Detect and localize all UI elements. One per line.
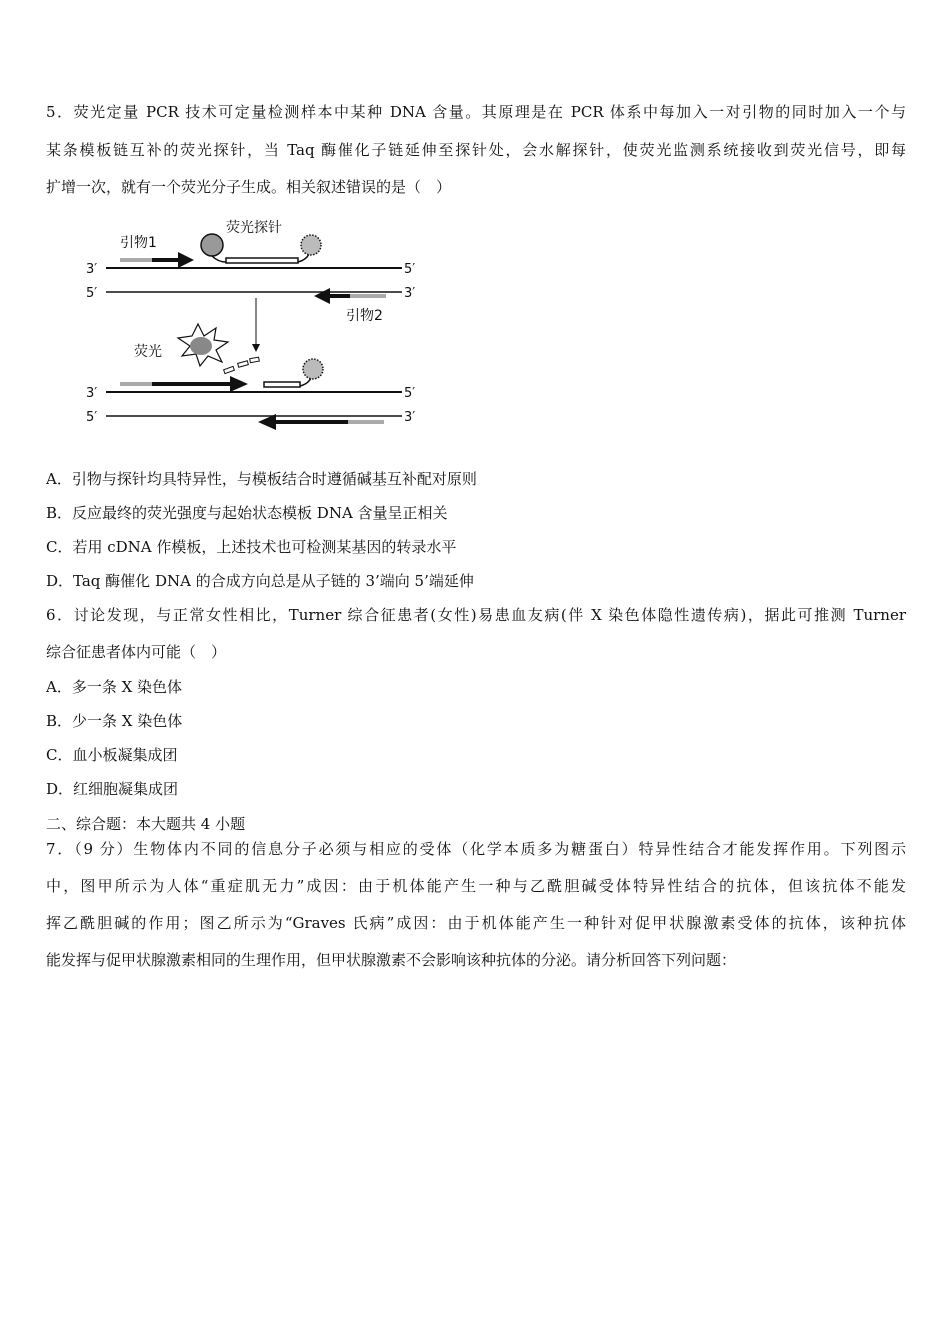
remaining-probe-body: [264, 382, 300, 387]
probe-fragment-2: [238, 361, 249, 367]
extended-primer1-arrowhead: [230, 376, 248, 392]
q6-option-a: A．多一条 X 染色体: [46, 678, 183, 696]
label-fluorescent-probe: 荧光探针: [226, 220, 282, 236]
end-label-top-left-1: 3′: [86, 262, 98, 277]
primer1-arrowhead: [178, 252, 194, 268]
q5-option-d: D．Taq 酶催化 DNA 的合成方向总是从子链的 3’端向 5’端延伸: [46, 572, 474, 590]
end-label-top-right-1: 5′: [404, 262, 416, 277]
q5-option-c: C．若用 cDNA 作模板，上述技术也可检测某基因的转录水平: [46, 538, 457, 556]
q7-stem-line-1: 7．（9 分）生物体内不同的信息分子必须与相应的受体（化学本质多为糖蛋白）特异性结合才能发挥作用。下列图示: [46, 840, 906, 858]
section-heading: 二、综合题：本大题共 4 小题: [46, 815, 246, 833]
primer2-arrowhead: [314, 288, 330, 304]
q6-option-d: D．红细胞凝集成团: [46, 780, 179, 798]
end-label-bottom-right-2: 3′: [404, 410, 416, 425]
q6-option-b: B．少一条 X 染色体: [46, 712, 183, 730]
label-primer2: 引物2: [346, 308, 383, 324]
probe-quencher-circle: [301, 235, 321, 255]
remaining-quencher-circle: [303, 359, 323, 379]
q5-option-b: B．反应最终的荧光强度与起始状态模板 DNA 含量呈正相关: [46, 504, 448, 522]
probe-left-link: [212, 256, 226, 262]
q6-stem-line-2: 综合征患者体内可能（ ）: [46, 643, 227, 661]
q7-stem-line-3: 挥乙酰胆碱的作用；图乙所示为“Graves 氏病”成因：由于机体能产生一种针对促甲状腺激素受体的抗体，该种抗体: [46, 914, 906, 932]
end-label-bottom-left-1: 5′: [86, 286, 98, 301]
probe-fragment-3: [250, 357, 260, 363]
probe-right-link: [298, 254, 309, 262]
q7-stem-line-4: 能发挥与促甲状腺激素相同的生理作用，但甲状腺激素不会影响该种抗体的分泌。请分析回答下列问题：: [46, 951, 737, 969]
remaining-probe-link: [300, 378, 311, 386]
label-primer1: 引物1: [120, 235, 157, 251]
end-label-top-right-2: 5′: [404, 386, 416, 401]
q7-stem-line-2: 中，图甲所示为人体“重症肌无力”成因：由于机体能产生一种与乙酰胆碱受体特异性结合的抗体，但该抗体不能发: [46, 877, 906, 895]
probe-fluorophore-circle: [201, 234, 223, 256]
q5-stem-line-2: 某条模板链互补的荧光探针，当 Taq 酶催化子链延伸至探针处，会水解探针，使荧光监测系统接收到荧光信号，即每: [46, 141, 906, 159]
q6-stem-line-1: 6．讨论发现，与正常女性相比，Turner 综合征患者(女性)易患血友病(伴 X 染色体隐性遗传病)，据此可推测 Turner: [46, 606, 906, 624]
pcr-probe-diagram: [80, 212, 425, 440]
label-fluorescence: 荧光: [134, 344, 162, 360]
q6-option-c: C．血小板凝集成团: [46, 746, 178, 764]
q5-stem-line-3: 扩增一次，就有一个荧光分子生成。相关叙述错误的是（ ）: [46, 178, 452, 196]
probe-fragment-1: [224, 366, 235, 373]
probe-body: [226, 258, 298, 263]
end-label-top-left-2: 3′: [86, 386, 98, 401]
end-label-bottom-left-2: 5′: [86, 410, 98, 425]
q5-option-a: A．引物与探针均具特异性，与模板结合时遵循碱基互补配对原则: [46, 470, 477, 488]
end-label-bottom-right-1: 3′: [404, 286, 416, 301]
q5-stem-line-1: 5．荧光定量 PCR 技术可定量检测样本中某种 DNA 含量。其原理是在 PCR 体系中每加入一对引物的同时加入一个与: [46, 103, 906, 121]
released-fluorophore: [190, 337, 212, 355]
process-arrow-head: [252, 344, 260, 352]
